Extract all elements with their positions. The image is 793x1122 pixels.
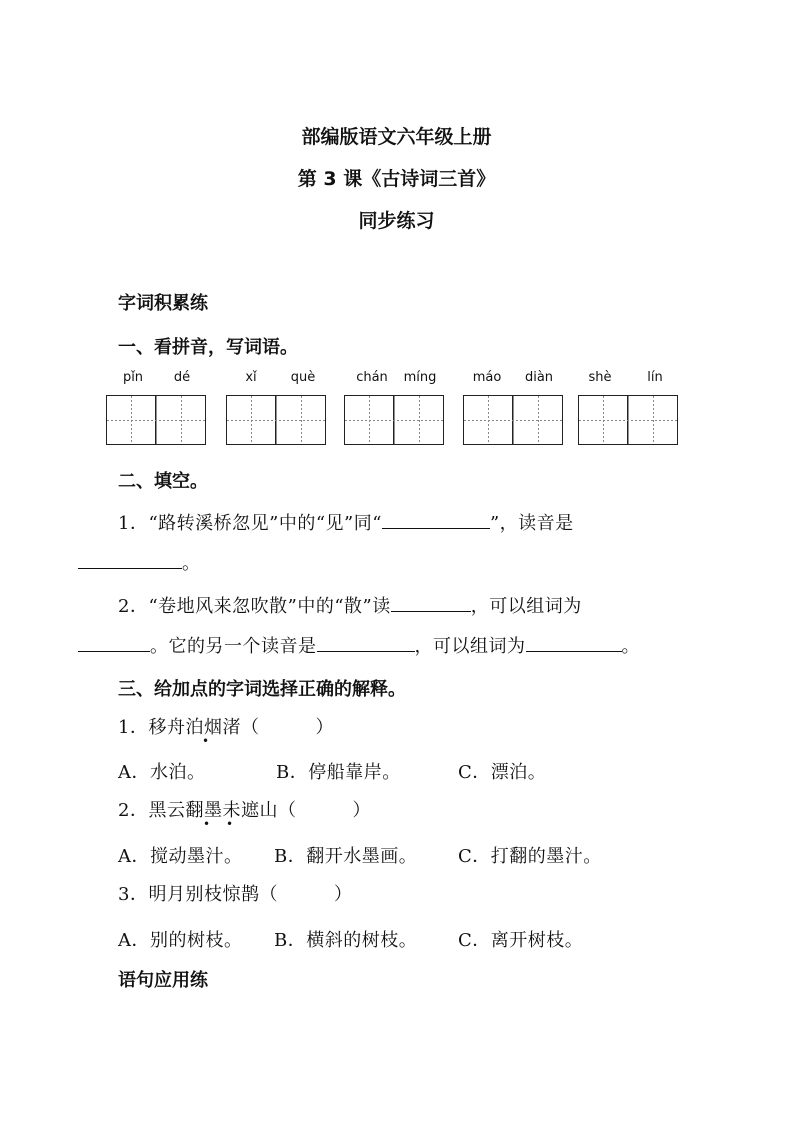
option-b[interactable]: B．停船靠岸。 <box>276 762 401 783</box>
writing-grid[interactable] <box>463 395 563 445</box>
pinyin: míng <box>403 370 437 385</box>
pinyin: xǐ <box>245 370 257 385</box>
answer-blank[interactable] <box>391 593 471 612</box>
answer-blank[interactable] <box>317 633 415 652</box>
writing-grid[interactable] <box>226 395 326 445</box>
answer-blank[interactable] <box>526 633 622 652</box>
q3-item-3: 3．明月别枝惊鹊（ ） <box>118 884 353 905</box>
answer-blank[interactable] <box>78 633 150 652</box>
q3-options-1 <box>118 758 546 784</box>
q2-item-1-cont: 。 <box>78 549 201 575</box>
q2-item-1: 1．“路转溪桥忽见”中的“见”同“ ”，读音是 <box>118 509 574 535</box>
emphasis-dot: • <box>202 734 210 748</box>
pinyin: pǐn <box>122 370 144 385</box>
option-a[interactable]: A．别的树枝。 <box>118 930 243 951</box>
q3-options-3 <box>118 926 583 952</box>
q3-title: 三、给加点的字词选择正确的解释。 <box>118 679 406 700</box>
pinyin: diàn <box>524 370 554 385</box>
option-c[interactable]: C．漂泊。 <box>458 762 547 783</box>
pinyin: què <box>290 370 316 385</box>
answer-blank[interactable] <box>382 510 490 529</box>
option-c[interactable]: C．离开树枝。 <box>458 930 584 951</box>
option-b[interactable]: B．横斜的树枝。 <box>274 930 418 951</box>
writing-grid[interactable] <box>578 395 678 445</box>
q2-item-2: 2．“卷地风来忽吹散”中的“散”读 ，可以组词为 <box>118 592 582 618</box>
pinyin: dé <box>173 370 191 385</box>
pinyin: shè <box>588 370 612 385</box>
pinyin: lín <box>647 370 663 385</box>
section-sentence: 语句应用练 <box>118 970 208 991</box>
q2-title: 二、填空。 <box>118 471 208 492</box>
writing-grid[interactable] <box>106 395 206 445</box>
emphasis-dot: • <box>226 817 234 831</box>
exercise-title: 同步练习 <box>358 210 435 232</box>
q1-title: 一、看拼音，写词语。 <box>118 337 298 358</box>
q3-options-2 <box>118 842 602 868</box>
doc-title: 部编版语文六年级上册 <box>301 126 492 148</box>
option-b[interactable]: B．翻开水墨画。 <box>274 846 418 867</box>
option-a[interactable]: A．水泊。 <box>118 762 206 783</box>
lesson-title: 第 3 课《古诗词三首》 <box>297 168 496 190</box>
option-a[interactable]: A．搅动墨汁。 <box>118 846 243 867</box>
pinyin: chán <box>356 370 388 385</box>
option-c[interactable]: C．打翻的墨汁。 <box>458 846 602 867</box>
emphasis-dot: • <box>203 817 211 831</box>
writing-grid[interactable] <box>344 395 444 445</box>
section-vocab: 字词积累练 <box>118 293 208 314</box>
answer-blank[interactable] <box>78 550 182 569</box>
q3-item-2: 2．黑云翻墨未遮山（ ） <box>118 800 371 821</box>
q3-item-1: 1．移舟泊烟渚（ ） <box>118 717 334 738</box>
pinyin: máo <box>472 370 502 385</box>
q2-item-2-cont: 。它的另一个读音是 ，可以组词为 。 <box>78 632 640 658</box>
